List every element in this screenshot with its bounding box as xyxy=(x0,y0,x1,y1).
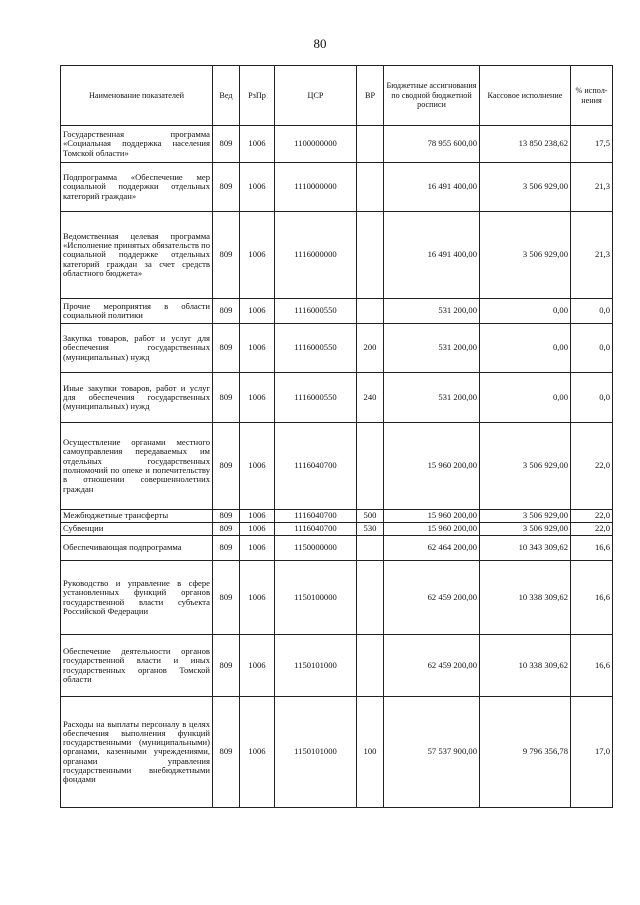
row-name: Субвенции xyxy=(61,523,213,536)
row-csr: 1100000000 xyxy=(275,126,357,163)
table-row xyxy=(61,212,613,299)
row-name: Прочие мероприятия в области социальной политики xyxy=(61,299,213,324)
row-name: Обеспечение деятельности органов государственной власти и иных государственных органов Томской области xyxy=(61,635,213,697)
table-row xyxy=(61,635,613,697)
row-budget: 78 955 600,00 xyxy=(384,126,480,163)
row-vr xyxy=(357,299,384,324)
row-percent: 0,0 xyxy=(571,299,613,324)
row-vr xyxy=(357,561,384,635)
row-budget: 62 459 200,00 xyxy=(384,561,480,635)
row-budget: 531 200,00 xyxy=(384,373,480,423)
row-vr: 200 xyxy=(357,324,384,373)
row-ved: 809 xyxy=(213,212,240,299)
row-rzpr: 1006 xyxy=(240,126,275,163)
row-percent: 16,6 xyxy=(571,561,613,635)
row-vr: 240 xyxy=(357,373,384,423)
row-csr: 1116000000 xyxy=(275,212,357,299)
row-budget: 15 960 200,00 xyxy=(384,523,480,536)
row-rzpr: 1006 xyxy=(240,324,275,373)
header-csr: ЦСР xyxy=(275,66,357,126)
row-percent: 17,5 xyxy=(571,126,613,163)
row-vr: 100 xyxy=(357,697,384,808)
row-ved: 809 xyxy=(213,373,240,423)
row-vr: 500 xyxy=(357,510,384,523)
row-cash: 10 343 309,62 xyxy=(480,536,571,561)
row-ved: 809 xyxy=(213,523,240,536)
row-cash: 0,00 xyxy=(480,373,571,423)
row-rzpr: 1006 xyxy=(240,299,275,324)
table-row xyxy=(61,126,613,163)
row-name: Подпрограмма «Обеспечение мер социальной поддержки отдельных категорий граждан» xyxy=(61,163,213,212)
row-vr xyxy=(357,536,384,561)
row-name: Осуществление органами местного самоуправления передаваемых им отдельных государственных полномочий по опеке и попечительству в отношении совершеннолетних граждан xyxy=(61,423,213,510)
row-budget: 62 464 200,00 xyxy=(384,536,480,561)
row-budget: 16 491 400,00 xyxy=(384,212,480,299)
row-rzpr: 1006 xyxy=(240,163,275,212)
row-csr: 1116040700 xyxy=(275,523,357,536)
table-row xyxy=(61,697,613,808)
table-row xyxy=(61,324,613,373)
row-vr: 530 xyxy=(357,523,384,536)
row-csr: 1116000550 xyxy=(275,373,357,423)
row-budget: 16 491 400,00 xyxy=(384,163,480,212)
table-header-row xyxy=(61,66,613,126)
row-percent: 21,3 xyxy=(571,163,613,212)
header-ved: Вед xyxy=(213,66,240,126)
row-rzpr: 1006 xyxy=(240,510,275,523)
table-row xyxy=(61,561,613,635)
header-rzpr: РзПр xyxy=(240,66,275,126)
row-ved: 809 xyxy=(213,561,240,635)
row-csr: 1116040700 xyxy=(275,423,357,510)
table-row xyxy=(61,373,613,423)
row-ved: 809 xyxy=(213,299,240,324)
table-row xyxy=(61,299,613,324)
row-cash: 3 506 929,00 xyxy=(480,523,571,536)
row-cash: 3 506 929,00 xyxy=(480,423,571,510)
row-cash: 3 506 929,00 xyxy=(480,163,571,212)
row-name: Иные закупки товаров, работ и услуг для обеспечения государственных (муниципальных) нужд xyxy=(61,373,213,423)
row-rzpr: 1006 xyxy=(240,212,275,299)
row-csr: 1116000550 xyxy=(275,299,357,324)
row-ved: 809 xyxy=(213,536,240,561)
row-percent: 21,3 xyxy=(571,212,613,299)
row-percent: 22,0 xyxy=(571,423,613,510)
row-ved: 809 xyxy=(213,635,240,697)
row-percent: 16,6 xyxy=(571,635,613,697)
row-vr xyxy=(357,126,384,163)
row-vr xyxy=(357,212,384,299)
row-budget: 15 960 200,00 xyxy=(384,423,480,510)
row-vr xyxy=(357,423,384,510)
row-csr: 1150101000 xyxy=(275,697,357,808)
header-percent: % испол-нения xyxy=(571,66,613,126)
row-cash: 13 850 238,62 xyxy=(480,126,571,163)
row-percent: 16,6 xyxy=(571,536,613,561)
row-name: Закупка товаров, работ и услуг для обеспечения государственных (муниципальных) нужд xyxy=(61,324,213,373)
row-rzpr: 1006 xyxy=(240,373,275,423)
row-ved: 809 xyxy=(213,163,240,212)
row-cash: 10 338 309,62 xyxy=(480,561,571,635)
row-cash: 0,00 xyxy=(480,324,571,373)
row-budget: 531 200,00 xyxy=(384,299,480,324)
row-rzpr: 1006 xyxy=(240,536,275,561)
header-cash: Кассовое исполнение xyxy=(480,66,571,126)
row-cash: 3 506 929,00 xyxy=(480,510,571,523)
row-csr: 1116040700 xyxy=(275,510,357,523)
row-budget: 62 459 200,00 xyxy=(384,635,480,697)
row-budget: 57 537 900,00 xyxy=(384,697,480,808)
table-row xyxy=(61,523,613,536)
header-vr: ВР xyxy=(357,66,384,126)
row-percent: 22,0 xyxy=(571,523,613,536)
row-percent: 17,0 xyxy=(571,697,613,808)
row-ved: 809 xyxy=(213,423,240,510)
row-vr xyxy=(357,635,384,697)
row-rzpr: 1006 xyxy=(240,423,275,510)
row-ved: 809 xyxy=(213,697,240,808)
row-csr: 1150000000 xyxy=(275,536,357,561)
row-rzpr: 1006 xyxy=(240,635,275,697)
table-row xyxy=(61,423,613,510)
row-name: Межбюджетные трансферты xyxy=(61,510,213,523)
row-cash: 0,00 xyxy=(480,299,571,324)
row-csr: 1150100000 xyxy=(275,561,357,635)
budget-table xyxy=(60,65,613,808)
table-row xyxy=(61,510,613,523)
row-cash: 9 796 356,78 xyxy=(480,697,571,808)
row-ved: 809 xyxy=(213,324,240,373)
row-name: Обеспечивающая подпрограмма xyxy=(61,536,213,561)
row-name: Ведомственная целевая программа «Исполнение принятых обязательств по социальной поддержке отдельных категорий граждан за счет средств областного бюджета» xyxy=(61,212,213,299)
row-cash: 3 506 929,00 xyxy=(480,212,571,299)
row-vr xyxy=(357,163,384,212)
header-name: Наименование показателей xyxy=(61,66,213,126)
row-rzpr: 1006 xyxy=(240,561,275,635)
row-csr: 1116000550 xyxy=(275,324,357,373)
row-name: Расходы на выплаты персоналу в целях обеспечения выполнения функций государственными (муниципальными) органами, казенными учреждениями, органами управления государственными внебюджетными фондами xyxy=(61,697,213,808)
row-ved: 809 xyxy=(213,510,240,523)
row-ved: 809 xyxy=(213,126,240,163)
row-percent: 22,0 xyxy=(571,510,613,523)
row-percent: 0,0 xyxy=(571,373,613,423)
row-cash: 10 338 309,62 xyxy=(480,635,571,697)
row-percent: 0,0 xyxy=(571,324,613,373)
row-name: Государственная программа «Социальная поддержка населения Томской области» xyxy=(61,126,213,163)
table-row xyxy=(61,163,613,212)
row-budget: 531 200,00 xyxy=(384,324,480,373)
row-rzpr: 1006 xyxy=(240,697,275,808)
table-row xyxy=(61,536,613,561)
page-number: 80 xyxy=(313,36,327,51)
row-csr: 1150101000 xyxy=(275,635,357,697)
row-csr: 1110000000 xyxy=(275,163,357,212)
row-budget: 15 960 200,00 xyxy=(384,510,480,523)
row-name: Руководство и управление в сфере установленных функций органов государственной власти субъекта Российской Федерации xyxy=(61,561,213,635)
row-rzpr: 1006 xyxy=(240,523,275,536)
header-budget: Бюджетные ассигнования по сводной бюджетной росписи xyxy=(384,66,480,126)
